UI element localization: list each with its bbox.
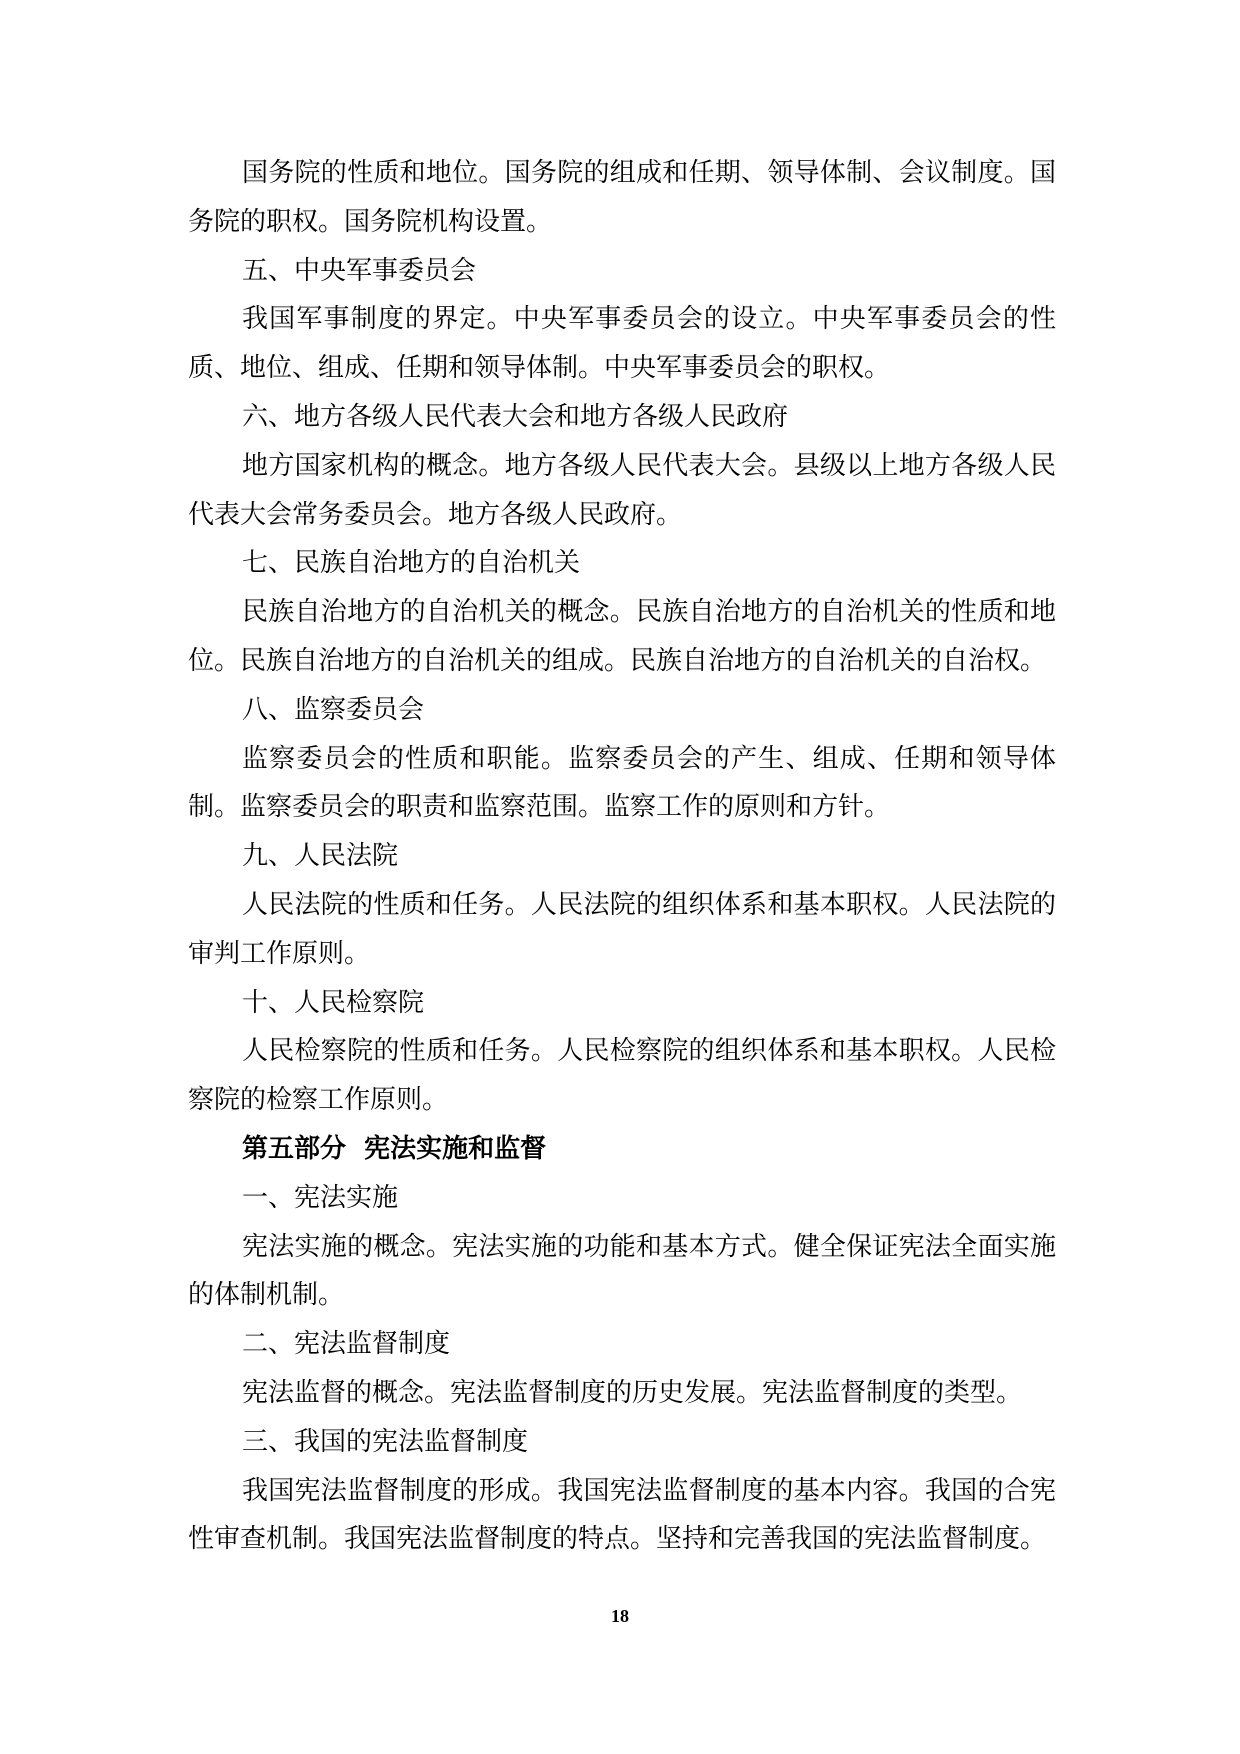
part-heading-constitution-implementation: 第五部分 宪法实施和监督 [242, 1133, 547, 1164]
paragraph-peoples-courts: 人民法院的性质和任务。人民法院的组织体系和基本职权。人民法院的审判工作原则。 [188, 889, 1056, 969]
section-heading-local-congresses-governments: 六、地方各级人民代表大会和地方各级人民政府 [242, 401, 789, 432]
paragraph-supervisory-commission: 监察委员会的性质和职能。监察委员会的产生、组成、任期和领导体制。监察委员会的职责和监察范围。监察工作的原则和方针。 [188, 743, 1056, 823]
section-heading-constitution-implementation: 一、宪法实施 [242, 1182, 399, 1213]
paragraph-central-military-commission: 我国军事制度的界定。中央军事委员会的设立。中央军事委员会的性质、地位、组成、任期和领导体制。中央军事委员会的职权。 [188, 304, 1056, 384]
paragraph-constitution-implementation: 宪法实施的概念。宪法实施的功能和基本方式。健全保证宪法全面实施的体制机制。 [188, 1231, 1056, 1311]
page-number: 18 [611, 1606, 629, 1626]
paragraph-state-council: 国务院的性质和地位。国务院的组成和任期、领导体制、会议制度。国务院的职权。国务院机构设置。 [188, 158, 1056, 237]
paragraph-china-constitutional-supervision: 我国宪法监督制度的形成。我国宪法监督制度的基本内容。我国的合宪性审查机制。我国宪法监督制度的特点。坚持和完善我国的宪法监督制度。 [188, 1475, 1056, 1555]
section-heading-china-constitutional-supervision: 三、我国的宪法监督制度 [242, 1426, 529, 1457]
paragraph-autonomous-organs: 民族自治地方的自治机关的概念。民族自治地方的自治机关的性质和地位。民族自治地方的自治机关的组成。民族自治地方的自治机关的自治权。 [188, 597, 1056, 676]
paragraph-local-congresses-governments: 地方国家机构的概念。地方各级人民代表大会。县级以上地方各级人民代表大会常务委员会。地方各级人民政府。 [188, 450, 1056, 530]
section-heading-peoples-courts: 九、人民法院 [242, 841, 399, 872]
paragraph-peoples-procuratorates: 人民检察院的性质和任务。人民检察院的组织体系和基本职权。人民检察院的检察工作原则。 [188, 1036, 1056, 1116]
section-heading-supervisory-commission: 八、监察委员会 [242, 694, 425, 725]
paragraph-constitutional-supervision: 宪法监督的概念。宪法监督制度的历史发展。宪法监督制度的类型。 [242, 1377, 1023, 1408]
section-heading-constitutional-supervision: 二、宪法监督制度 [242, 1329, 451, 1360]
section-heading-central-military-commission: 五、中央军事委员会 [242, 255, 477, 286]
page-content [188, 149, 1056, 1564]
section-heading-peoples-procuratorates: 十、人民检察院 [242, 987, 425, 1018]
section-heading-autonomous-organs: 七、民族自治地方的自治机关 [242, 548, 581, 579]
